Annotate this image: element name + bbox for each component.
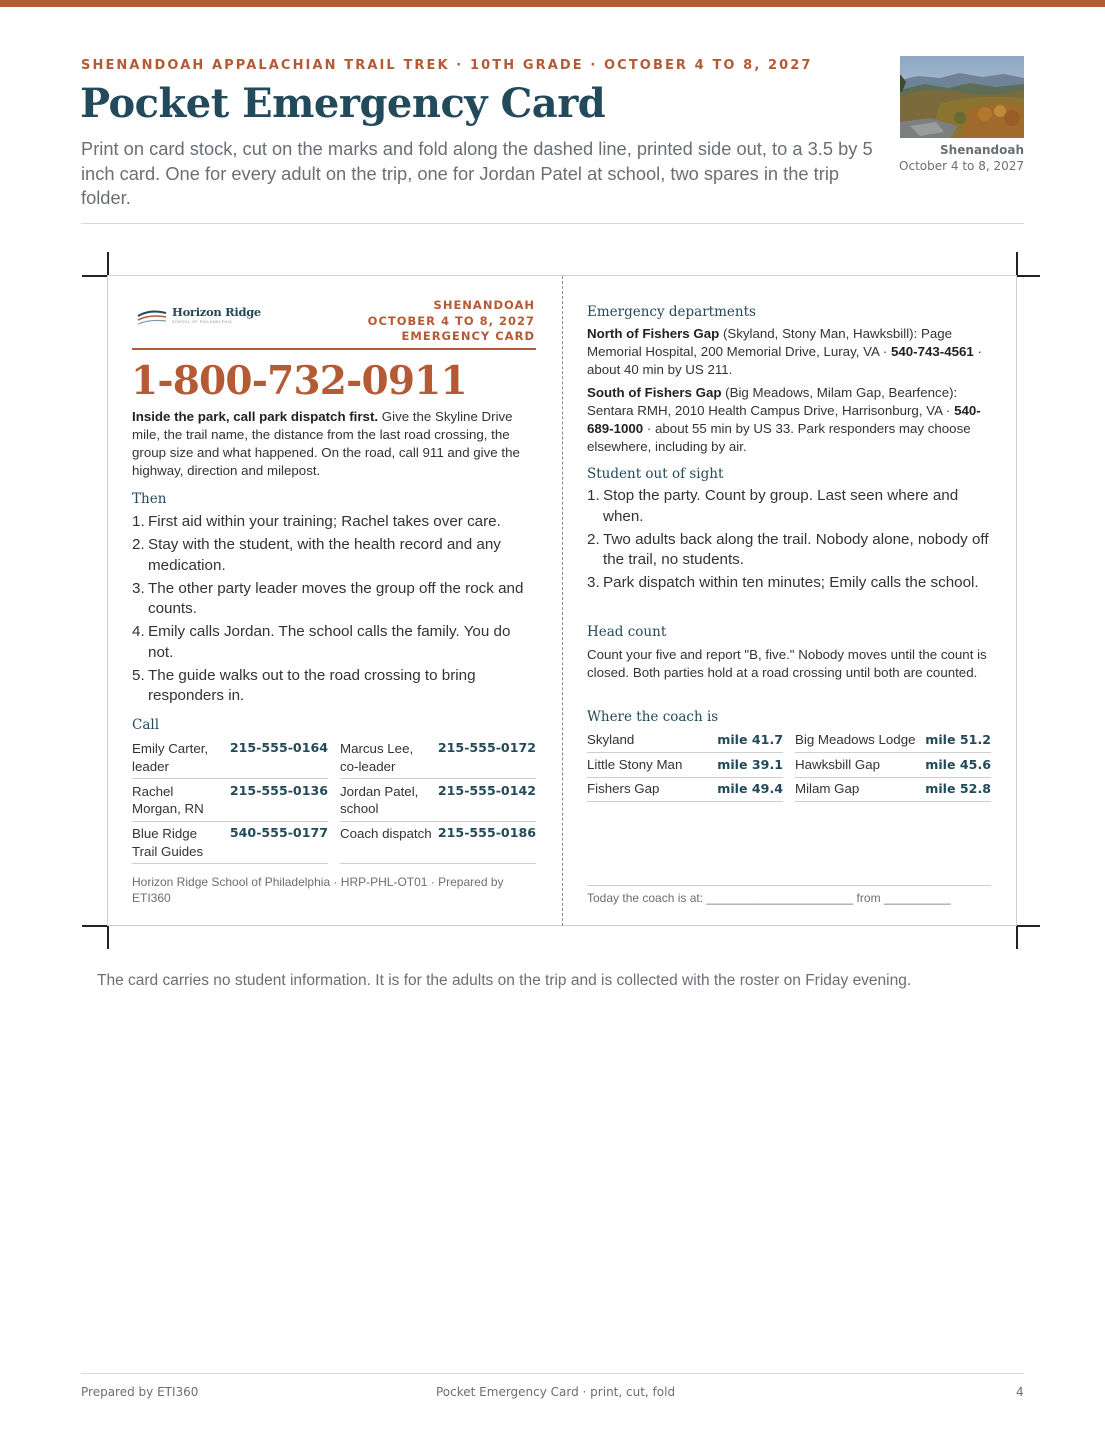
logo-waves-icon [136,302,176,330]
dispatch-phone-number: 1-800-732-0911 [131,358,467,404]
head-count-heading: Head count [587,624,667,640]
landscape-photo [900,56,1024,138]
top-accent-bar [0,0,1105,7]
coach-stop [587,731,783,753]
south-hospital-phone: 540-689-1000 [587,403,981,436]
coach-row [587,756,991,781]
call-row [132,824,536,867]
crop-mark [1017,925,1040,927]
coach-stop-mile: mile 39.1 [717,756,783,772]
south-hospital: South of Fishers Gap (Big Meadows, Milam Gap, Bearfence): Sentara RMH, 2010 Health Campus Drive, Harrisonburg, VA · 540-689-1000 · about 55 min by US 33. Park responders may choose elsewhere, including by air. [587,385,981,454]
coach-stop-mile: mile 45.6 [925,756,991,772]
contact-number: 540-555-0177 [229,825,328,840]
emergency-departments-heading: Emergency departments [587,304,756,320]
card-tag-label: EMERGENCY CARD [401,329,535,343]
crop-mark [1016,926,1018,949]
card-tag-location: SHENANDOAH [433,298,535,312]
coach-stop-mile: mile 41.7 [717,732,783,747]
contact-entry [132,782,328,822]
crop-mark [1016,252,1018,275]
photo-dates: October 4 to 8, 2027 [899,159,1024,173]
coach-stop-list [587,731,991,805]
photo-location: Shenandoah [940,143,1024,157]
photo-caption [870,142,1024,174]
contact-name: Jordan Patel, school [340,783,419,816]
coach-stop-name: Little Stony Man [587,756,683,772]
contact-entry [340,824,536,864]
logo-name: Horizon Ridge [172,305,261,319]
contact-entry [132,739,328,779]
call-heading: Call [132,717,160,733]
page-title: Pocket Emergency Card [80,80,606,127]
coach-stop [795,756,991,778]
contact-name: Emily Carter, leader [132,741,209,774]
crop-mark [82,275,107,277]
coach-location-heading: Where the coach is [587,709,719,725]
intro-text: Print on card stock, cut on the marks and fold along the dashed line, printed side out, to a 3.5 by 5 inch card. One for every adult on the trip, one for Jordan Patel at school, two spares in the trip folder. [81,138,873,208]
coach-stop [795,780,991,802]
dispatch-body: Give the Skyline Drive mile, the trail name, the distance from the last road crossing, the group size and what happened. On the road, call 911 and give the highway, direction and milepost. [132,409,520,478]
student-out-of-sight-heading: Student out of sight [587,466,724,482]
privacy-note: The card carries no student information. It is for the adults on the trip and is collected with the roster on Friday evening. [97,972,912,989]
card-tag-dates: OCTOBER 4 TO 8, 2027 [367,313,535,328]
contact-name: Rachel Morgan, RN [132,783,204,816]
contact-name: Marcus Lee, co-leader [340,741,414,774]
coach-stop-name: Hawksbill Gap [795,756,880,772]
card-tag-rule [132,348,536,350]
crop-mark [82,925,107,927]
then-step: 5. The guide walks out to the road crossing to bring responders in. [132,666,476,704]
footer-prepared-by: Prepared by ETI360 [81,1385,199,1399]
then-step: 3. The other party leader moves the group off the rock and counts. [132,579,524,617]
footer-divider [81,1373,1024,1374]
crop-mark [107,926,109,949]
crop-mark [1017,275,1040,277]
coach-fill-divider [587,885,991,886]
dispatch-instructions [132,408,540,480]
coach-stop [587,756,783,778]
header-divider [81,223,1024,224]
coach-stop-mile: mile 49.4 [717,781,783,796]
sight-step: 2. Two adults back along the trail. Nobody alone, nobody off the trail, no students. [587,530,989,568]
coach-stop-name: Big Meadows Lodge [795,732,916,747]
page-number: 4 [1016,1385,1024,1399]
logo-subtitle: SCHOOL OF PHILADELPHIA [172,320,233,324]
then-step: 4. Emily calls Jordan. The school calls the family. You do not. [132,623,511,661]
coach-stop-name: Skyland [587,732,635,747]
then-step: 1. First aid within your training; Rachel takes over care. [132,513,501,530]
card-footer-left: Horizon Ridge School of Philadelphia · HRP-PHL-OT01 · Prepared by ETI360 [132,875,504,905]
fold-line [562,276,563,926]
coach-row [587,780,991,805]
coach-fill-in-line: Today the coach is at: ______________________ from __________ [587,891,951,905]
contact-entry [132,824,328,864]
coach-row [587,731,991,756]
sight-step: 1. Stop the party. Count by group. Last seen where and when. [587,487,959,525]
card-tag [330,298,535,345]
coach-stop [587,780,783,802]
contact-entry [340,739,536,779]
north-hospital-phone: 540-743-4561 [890,344,974,359]
call-row [132,782,536,825]
north-hospital: North of Fishers Gap (Skyland, Stony Man, Hawksbill): Page Memorial Hospital, 200 Memorial Drive, Luray, VA · 540-743-4561 · about 40 min by US 211. [587,326,982,377]
call-list [132,739,536,867]
call-row [132,739,536,782]
trip-eyebrow: SHENANDOAH APPALACHIAN TRAIL TREK · 10TH GRADE · OCTOBER 4 TO 8, 2027 [81,58,813,73]
coach-stop [795,731,991,753]
contact-entry [340,782,536,822]
footer-document-title: Pocket Emergency Card · print, cut, fold [436,1385,676,1399]
coach-stop-name: Fishers Gap [587,781,660,796]
sight-step: 3. Park dispatch within ten minutes; Emily calls the school. [587,574,979,591]
coach-stop-name: Milam Gap [795,781,860,796]
out-of-sight-steps [587,486,991,596]
contact-number: 215-555-0136 [229,782,328,798]
contact-number: 215-555-0164 [229,740,328,755]
then-heading: Then [132,491,167,507]
crop-mark [107,252,109,275]
then-step: 2. Stay with the student, with the health record and any medication. [132,536,501,574]
head-count-text: Count your five and report "B, five." Nobody moves until the count is closed. Both parties hold at a road crossing until both are counted. [587,647,987,680]
dispatch-lead: Inside the park, call park dispatch first. [132,409,379,424]
contact-name: Coach dispatch [340,826,432,841]
contact-number: 215-555-0186 [437,825,536,840]
coach-stop-mile: mile 52.8 [925,781,991,796]
coach-stop-mile: mile 51.2 [925,732,991,747]
contact-number: 215-555-0172 [437,740,536,755]
contact-name: Blue Ridge Trail Guides [132,826,204,859]
contact-number: 215-555-0142 [437,782,536,798]
then-steps [132,512,532,709]
